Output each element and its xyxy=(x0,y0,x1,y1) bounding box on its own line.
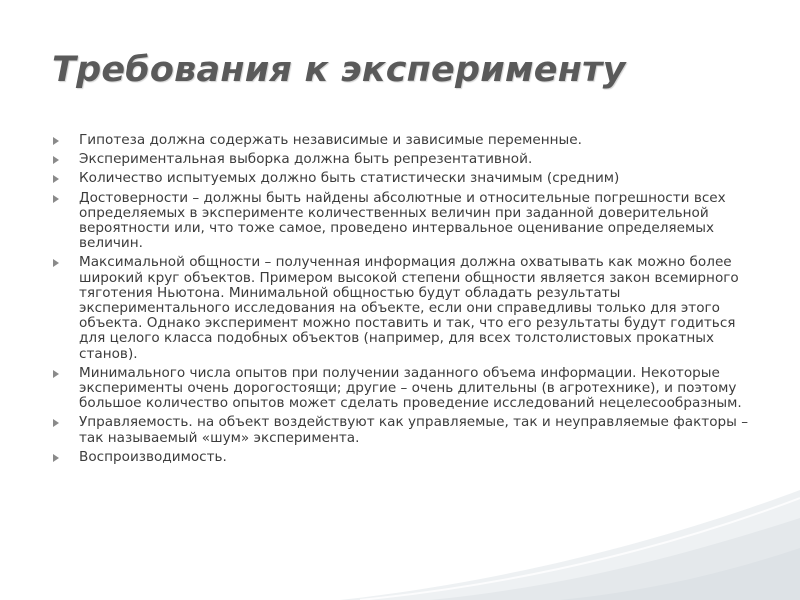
bullet-text: Минимального числа опытов при получении заданного объема информации. Некоторые эксперименты очень дорогостоящи; другие – очень длительны (в агротехнике), и поэтому большое количество опытов может сделать проведение исследований нецелесообразным. xyxy=(79,364,742,412)
bullet-item xyxy=(52,133,762,148)
bullet-text: Гипотеза должна содержать независимые и зависимые переменные. xyxy=(79,132,582,148)
bullet-arrow-icon xyxy=(53,259,59,267)
bullet-text: Управляемость. на объект воздействуют как управляемые, так и неуправляемые факторы – так называемый «шум» эксперимента. xyxy=(79,414,749,446)
bullet-list xyxy=(52,133,762,469)
bullet-item xyxy=(52,152,762,167)
bullet-text: Максимальной общности – полученная информация должна охватывать как можно более широкий круг объектов. Примером высокой степени общности является закон всемирного тяготения Ньютона. Минимальной общностью будут обладать результаты экспериментального исследования на объекте, если они справедливы только для этого объекта. Однако эксперимент можно поставить и так, что его результаты будут годиться для целого класса подобных объектов (например, для всех толстолистовых прокатных станов). xyxy=(79,254,739,362)
bullet-text: Достоверности – должны быть найдены абсолютные и относительные погрешности всех определяемых в эксперименте количественных величин при заданной доверительной вероятности или, что тоже самое, проведено интервальное оценивание определяемых величин. xyxy=(79,189,726,252)
bullet-item xyxy=(52,366,762,412)
bullet-item xyxy=(52,171,762,186)
bullet-arrow-icon xyxy=(53,175,59,183)
bullet-item xyxy=(52,415,762,445)
slide-title: Требования к эксперименту xyxy=(52,50,626,90)
bullet-arrow-icon xyxy=(53,195,59,203)
bullet-arrow-icon xyxy=(53,156,59,164)
bullet-item xyxy=(52,191,762,252)
bullet-text: Воспроизводимость. xyxy=(79,448,227,465)
bullet-arrow-icon xyxy=(53,419,59,427)
bullet-arrow-icon xyxy=(53,454,59,462)
corner-wave-decoration xyxy=(0,490,800,600)
bullet-arrow-icon xyxy=(53,370,59,378)
bullet-arrow-icon xyxy=(53,137,59,145)
bullet-item xyxy=(52,450,762,465)
bullet-text: Количество испытуемых должно быть статистически значимым (средним) xyxy=(79,170,620,187)
bullet-item xyxy=(52,255,762,361)
bullet-text: Экспериментальная выборка должна быть репрезентативной. xyxy=(79,151,533,168)
